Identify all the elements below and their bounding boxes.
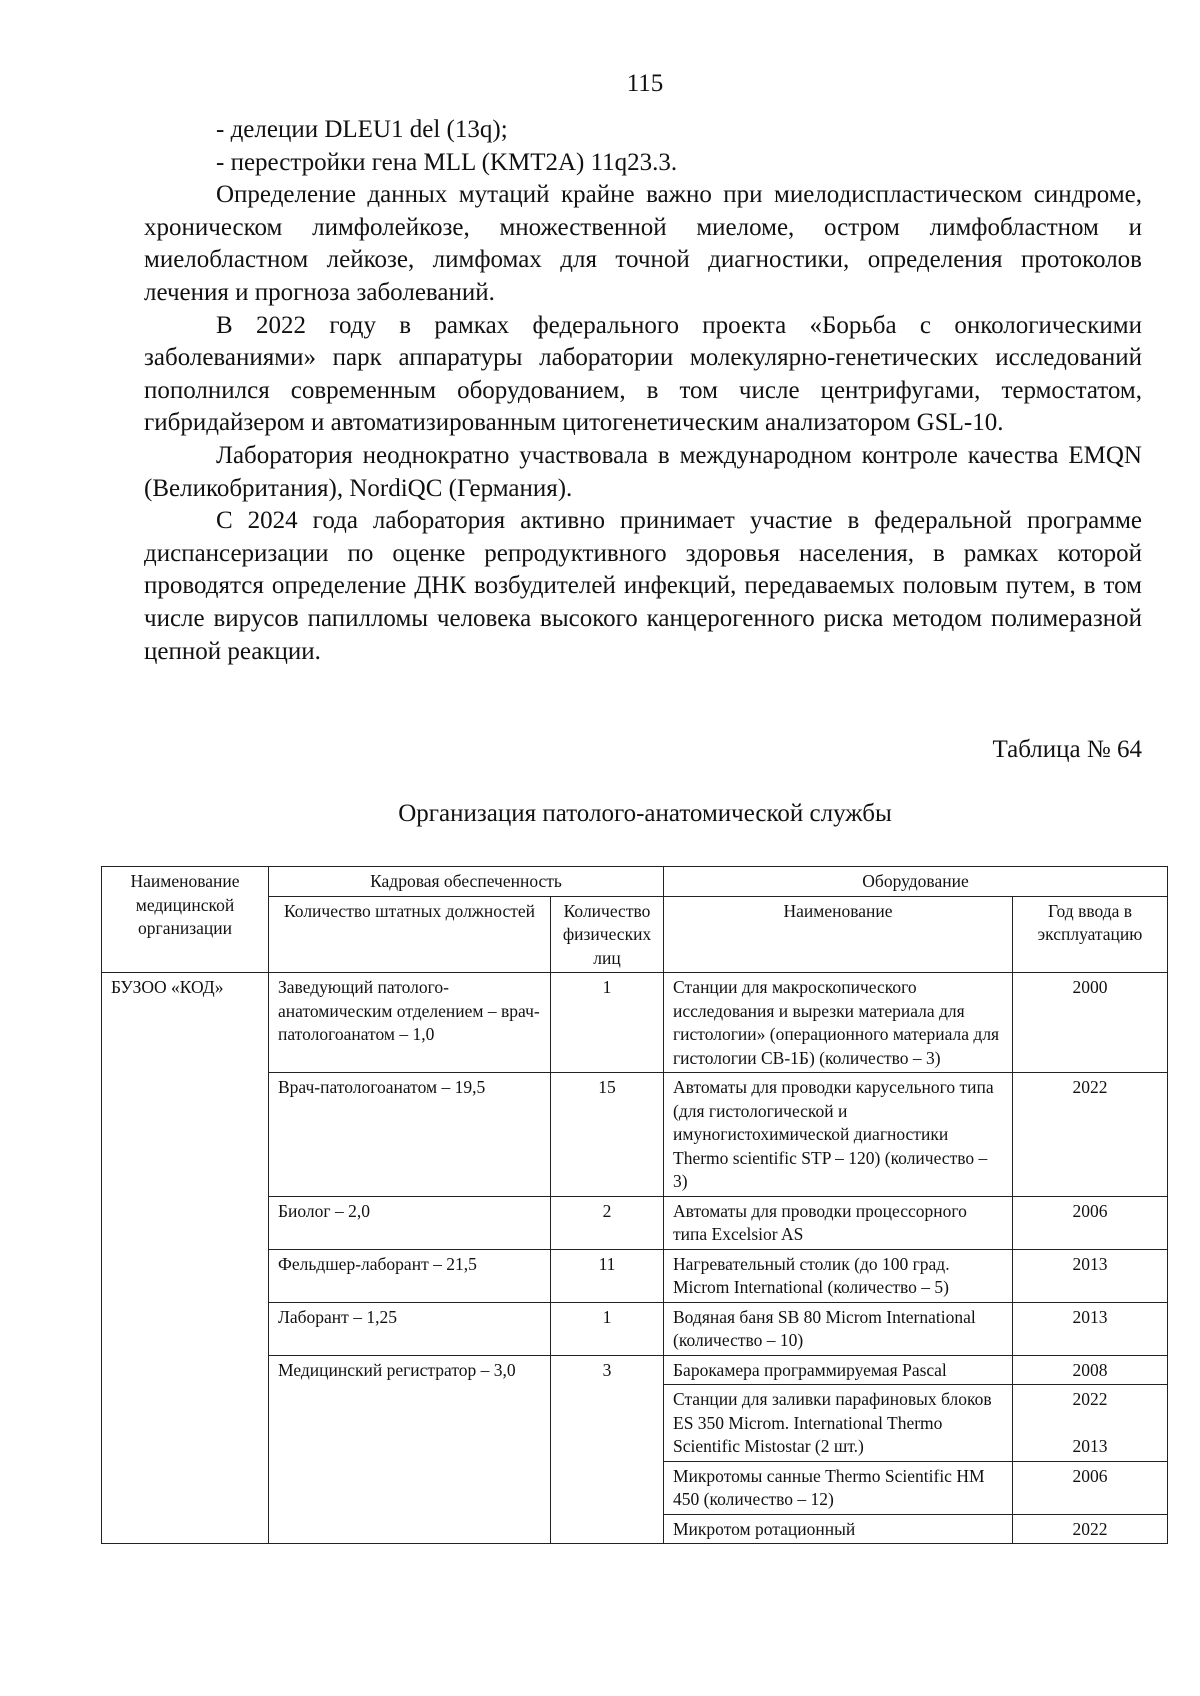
table-label: Таблица № 64 xyxy=(992,736,1142,763)
paragraph: С 2024 года лаборатория активно принимает участие в федеральной программе диспансеризации по оценке репродуктивного здоровья населения, в рамках которой проводятся определение ДНК возбудителей инфекций, передаваемых половым путем, в том числе вирусов папилломы человека высокого канцерогенного риска методом полимеразной цепной реакции. xyxy=(144,507,1142,665)
equipment-cell: Автоматы для проводки карусельного типа (для гистологической и имуногистохимической диагностики Thermo scientific STP – 120) (количество – 3) xyxy=(664,1073,1013,1197)
header-staffing: Кадровая обеспеченность xyxy=(269,867,664,897)
equipment-cell: Водяная баня SB 80 Microm International (количество – 10) xyxy=(664,1302,1013,1355)
position-cell: Биолог – 2,0 xyxy=(269,1196,551,1249)
paragraph: Определение данных мутаций крайне важно при миелодиспластическом синдроме, хроническом лимфолейкозе, множественной миеломе, остром лимфобластном и миелобластном лейкозе, лимфомах для точной диагностики, определения протоколов лечения и прогноза заболеваний. xyxy=(144,181,1142,306)
header-equipment-name: Наименование xyxy=(664,896,1013,973)
table-header-row xyxy=(102,867,1168,897)
position-cell: Лаборант – 1,25 xyxy=(269,1302,551,1355)
equipment-cell: Барокамера программируемая Pascal xyxy=(664,1355,1013,1385)
position-cell: Медицинский регистратор – 3,0 xyxy=(269,1355,551,1544)
position-cell: Врач-патологоанатом – 19,5 xyxy=(269,1073,551,1197)
list-item: - делеции DLEU1 del (13q); xyxy=(216,116,508,143)
year-cell: 2000 xyxy=(1013,973,1168,1073)
year-cell: 2022 xyxy=(1013,1514,1168,1544)
header-organization: Наименование медицинской организации xyxy=(102,867,269,973)
equipment-cell: Автоматы для проводки процессорного типа Excelsior AS xyxy=(664,1196,1013,1249)
table-title: Организация патолого-анатомической службы xyxy=(398,800,892,827)
year-cell: 2006 xyxy=(1013,1461,1168,1514)
equipment-cell: Станции для заливки парафиновых блоков ES 350 Microm. International Thermo Scientific Mistostar (2 шт.) xyxy=(664,1385,1013,1462)
pathology-service-table xyxy=(101,866,1168,1544)
header-physical-persons: Количество физических лиц xyxy=(551,896,664,973)
paragraph: Лаборатория неоднократно участвовала в международном контроле качества EMQN (Великобритания), NordiQC (Германия). xyxy=(144,441,1142,502)
header-year: Год ввода в эксплуатацию xyxy=(1013,896,1168,973)
page-number: 115 xyxy=(626,70,664,97)
year-cell xyxy=(1013,1385,1168,1462)
body-text xyxy=(144,114,1142,668)
year-cell: 2013 xyxy=(1013,1302,1168,1355)
persons-cell: 3 xyxy=(551,1355,664,1544)
equipment-cell: Нагревательный столик (до 100 град. Microm International (количество – 5) xyxy=(664,1249,1013,1302)
year-cell: 2008 xyxy=(1013,1355,1168,1385)
persons-cell: 1 xyxy=(551,973,664,1073)
organization-cell: БУЗОО «КОД» xyxy=(102,973,269,1544)
table-row xyxy=(102,973,1168,1073)
equipment-cell: Микротом ротационный xyxy=(664,1514,1013,1544)
position-cell: Фельдшер-лаборант – 21,5 xyxy=(269,1249,551,1302)
equipment-cell: Станции для макроскопического исследования и вырезки материала для гистологии» (операционного материала для гистологии СВ-1Б) (количество – 3) xyxy=(664,973,1013,1073)
persons-cell: 11 xyxy=(551,1249,664,1302)
persons-cell: 2 xyxy=(551,1196,664,1249)
year-cell: 2022 xyxy=(1013,1073,1168,1197)
equipment-cell: Микротомы санные Thermo Scientific HM 450 (количество – 12) xyxy=(664,1461,1013,1514)
paragraph: В 2022 году в рамках федерального проекта «Борьба с онкологическими заболеваниями» парк аппаратуры лаборатории молекулярно-генетических исследований пополнился современным оборудованием, в том числе центрифугами, термостатом, гибридайзером и автоматизированным цитогенетическим анализатором GSL-10. xyxy=(144,311,1142,437)
persons-cell: 15 xyxy=(551,1073,664,1197)
year-value: 2022 xyxy=(1072,1389,1108,1409)
year-cell: 2006 xyxy=(1013,1196,1168,1249)
year-cell: 2013 xyxy=(1013,1249,1168,1302)
position-cell: Заведующий патолого-анатомическим отделением – врач-патологоанатом – 1,0 xyxy=(269,973,551,1073)
header-equipment: Оборудование xyxy=(664,867,1168,897)
list-item: - перестройки гена MLL (KMT2A) 11q23.3. xyxy=(216,148,678,176)
year-value: 2013 xyxy=(1072,1436,1108,1456)
header-staff-positions: Количество штатных должностей xyxy=(269,896,551,973)
spacer xyxy=(1022,1412,1158,1436)
persons-cell: 1 xyxy=(551,1302,664,1355)
